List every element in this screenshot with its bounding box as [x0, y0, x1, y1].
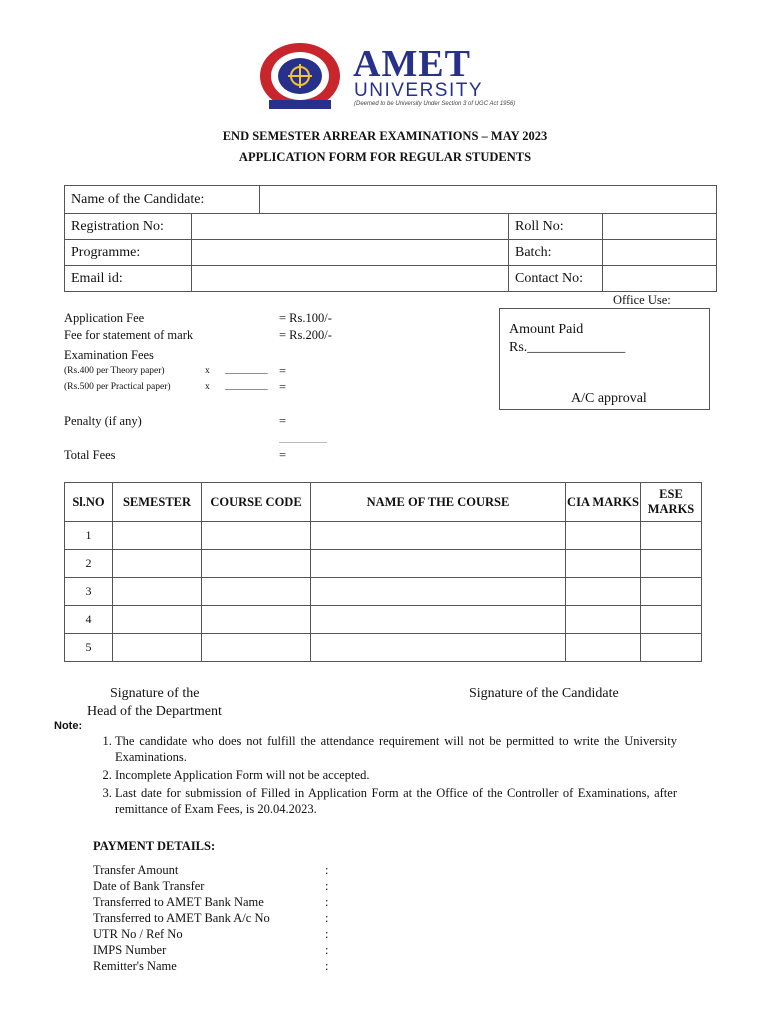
office-use-label: Office Use: [613, 293, 671, 307]
payment-field-label: Date of Bank Transfer [93, 879, 205, 893]
payment-field-label: Transferred to AMET Bank Name [93, 895, 264, 909]
hod-signature-line2: Head of the Department [87, 704, 222, 719]
name-field[interactable] [260, 186, 717, 214]
cell[interactable] [113, 634, 202, 662]
payment-field-label: Transfer Amount [93, 863, 179, 877]
reg-label: Registration No: [65, 214, 192, 240]
cell[interactable] [566, 578, 641, 606]
payment-field-label: Transferred to AMET Bank A/c No [93, 911, 270, 925]
practical-eq: = [279, 380, 287, 394]
notes-list [93, 733, 677, 819]
note-item: 2. Incomplete Application Form will not be accepted. [115, 767, 677, 783]
name-label: Name of the Candidate: [65, 186, 260, 214]
note-item: 3. Last date for submission of Filled in Application Form at the Office of the Controller of Examinations, after remittance of Exam Fees, is 20.04.2023. [115, 785, 677, 817]
amount-paid-field[interactable]: Rs.______________ [509, 340, 626, 355]
payment-colons [325, 862, 328, 974]
cell[interactable] [311, 634, 566, 662]
roll-label: Roll No: [509, 214, 603, 240]
cell[interactable] [202, 550, 311, 578]
cell[interactable] [566, 522, 641, 550]
payment-field-label: Remitter's Name [93, 959, 177, 973]
payment-field-label: UTR No / Ref No [93, 927, 183, 941]
col-course-name: NAME OF THE COURSE [311, 483, 566, 522]
row-number: 1 [65, 522, 113, 550]
office-use-box [499, 308, 710, 410]
row-number: 5 [65, 634, 113, 662]
contact-label: Contact No: [509, 266, 603, 292]
statement-fee-value: = Rs.200/- [279, 328, 332, 342]
payment-colon: : [325, 943, 329, 957]
theory-blank[interactable]: _________ [225, 366, 268, 376]
penalty-label: Penalty (if any) [64, 414, 142, 428]
col-cia-marks: CIA MARKS [566, 483, 641, 522]
theory-x: x [205, 366, 210, 376]
cell[interactable] [113, 550, 202, 578]
application-fee-value: = Rs.100/- [279, 311, 332, 325]
reg-field[interactable] [192, 214, 509, 240]
candidate-signature: Signature of the Candidate [469, 686, 619, 701]
brand-tagline: (Deemed to be University Under Section 3 of UGC Act 1956) [354, 101, 516, 107]
theory-fee-label: (Rs.400 per Theory paper) [64, 366, 165, 376]
amount-paid-label: Amount Paid [509, 322, 584, 337]
row-number: 2 [65, 550, 113, 578]
cell[interactable] [113, 606, 202, 634]
col-course-code: COURSE CODE [202, 483, 311, 522]
payment-colon: : [325, 911, 329, 925]
cell[interactable] [311, 606, 566, 634]
total-fees-eq: = [279, 448, 287, 462]
cell[interactable] [113, 578, 202, 606]
cell[interactable] [311, 522, 566, 550]
table-row [65, 550, 702, 578]
payment-colon: : [325, 927, 329, 941]
cell[interactable] [641, 578, 702, 606]
cell[interactable] [311, 578, 566, 606]
programme-label: Programme: [65, 240, 192, 266]
cell[interactable] [113, 522, 202, 550]
candidate-info-table [64, 213, 717, 292]
table-row [65, 606, 702, 634]
practical-fee-label: (Rs.500 per Practical paper) [64, 382, 171, 392]
payment-colon: : [325, 895, 329, 909]
row-number: 3 [65, 578, 113, 606]
practical-blank[interactable]: _________ [225, 382, 268, 392]
payment-fields [93, 862, 270, 974]
email-field[interactable] [192, 266, 509, 292]
batch-field[interactable] [603, 240, 717, 266]
cell[interactable] [641, 550, 702, 578]
statement-fee-label: Fee for statement of mark [64, 328, 194, 342]
exam-fees-label: Examination Fees [64, 348, 154, 362]
table-row [65, 522, 702, 550]
col-semester: SEMESTER [113, 483, 202, 522]
payment-heading: PAYMENT DETAILS: [93, 839, 216, 853]
row-number: 4 [65, 606, 113, 634]
payment-colon: : [325, 879, 329, 893]
cell[interactable] [566, 634, 641, 662]
email-label: Email id: [65, 266, 192, 292]
course-table [64, 482, 702, 662]
application-fee-label: Application Fee [64, 311, 145, 325]
candidate-details-table [64, 185, 717, 214]
cell[interactable] [202, 634, 311, 662]
table-row [65, 578, 702, 606]
roll-field[interactable] [603, 214, 717, 240]
total-fees-label: Total Fees [64, 448, 116, 462]
cell[interactable] [641, 522, 702, 550]
programme-field[interactable] [192, 240, 509, 266]
col-slno: Sl.NO [65, 483, 113, 522]
hod-signature-line1: Signature of the [110, 686, 200, 701]
table-row [65, 634, 702, 662]
cell[interactable] [566, 606, 641, 634]
batch-label: Batch: [509, 240, 603, 266]
col-ese-marks: ESE MARKS [641, 483, 702, 522]
cell[interactable] [641, 606, 702, 634]
university-seal-logo [255, 42, 345, 114]
cell[interactable] [566, 550, 641, 578]
note-item: 1. The candidate who does not fulfill the attendance requirement will not be permitted to write the University Examinations. [115, 733, 677, 765]
cell[interactable] [202, 522, 311, 550]
note-label: Note: [54, 720, 83, 732]
cell[interactable] [311, 550, 566, 578]
payment-field-label: IMPS Number [93, 943, 167, 957]
contact-field[interactable] [603, 266, 717, 292]
practical-x: x [205, 382, 210, 392]
brand-name: AMET [353, 43, 471, 85]
payment-colon: : [325, 959, 329, 973]
brand-subtitle: UNIVERSITY [354, 80, 484, 101]
payment-colon: : [325, 863, 329, 877]
subtotal-divider [279, 442, 327, 443]
ac-approval-label: A/C approval [571, 391, 647, 406]
penalty-eq: = [279, 414, 287, 428]
cell[interactable] [202, 578, 311, 606]
cell[interactable] [202, 606, 311, 634]
exam-title: END SEMESTER ARREAR EXAMINATIONS – MAY 2023 [222, 129, 548, 143]
form-title: APPLICATION FORM FOR REGULAR STUDENTS [238, 150, 532, 164]
theory-eq: = [279, 364, 287, 378]
cell[interactable] [641, 634, 702, 662]
